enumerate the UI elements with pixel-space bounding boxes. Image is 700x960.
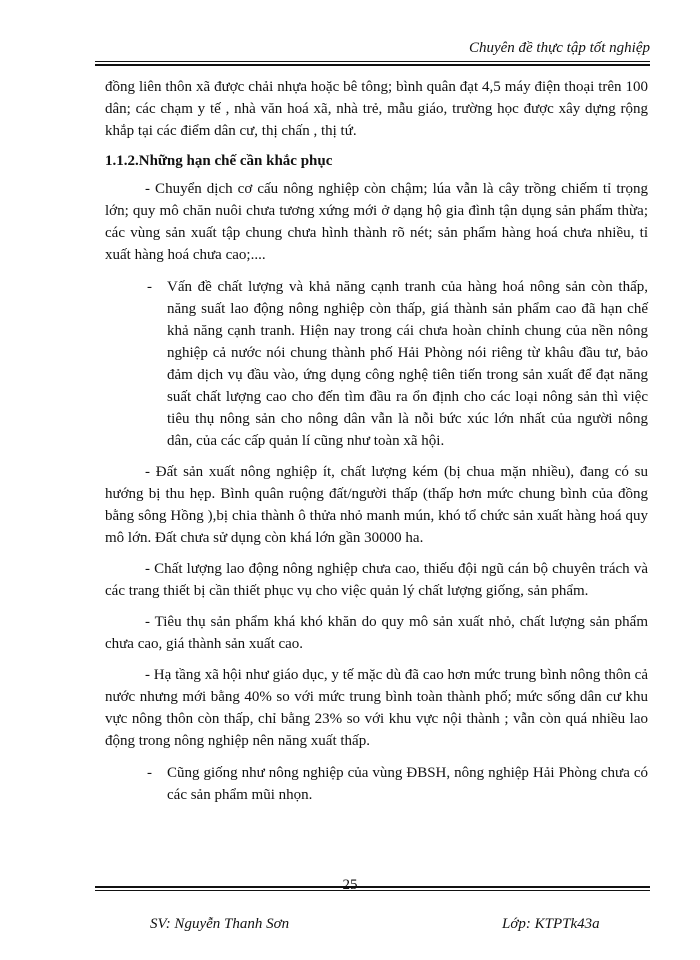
footer-student: SV: Nguyễn Thanh Sơn [150, 916, 290, 932]
intro-paragraph: đồng liên thôn xã được chải nhựa hoặc bê tông; bình quân đạt 4,5 máy điện thoại trên 100 dân; các chạm y tế , nhà văn hoá xã, nhà trẻ, mẫu giáo, trường học được xây dựng rộng khắp tại các điểm dân cư, thị chấn , thị tứ. [105, 79, 648, 139]
paragraph-labor: - Chất lượng lao động nông nghiệp chưa cao, thiếu đội ngũ cán bộ chuyên trách và các trang thiết bị cần thiết phục vụ cho việc quản lý chất lượng giống, sản phẩm. [105, 561, 648, 599]
bullet-mark: - [147, 279, 152, 295]
bullet-mark: - [147, 765, 152, 781]
paragraph-restructuring: - Chuyển dịch cơ cấu nông nghiệp còn chậm; lúa vẫn là cây trồng chiếm tỉ trọng lớn; quy mô chăn nuôi chưa tương xứng mới ở dạng hộ gia đình tận dụng sản phẩm thừa; các vùng sản xuất tập chung chưa hình thành rõ nét; sản phẩm hàng hoá chưa nhiều, tỉ xuất hàng hoá chưa cao;.... [105, 181, 648, 263]
bullet-text: Vấn đề chất lượng và khả năng cạnh tranh của hàng hoá nông sản còn thấp, năng suất lao động nông nghiệp còn thấp, giá thành sản phẩm cao đã hạn chế khả năng cạnh tranh. Hiện nay trong cái chưa hoàn chỉnh chung của nền nông nghiệp cả nước nói chung thành phố Hải Phòng nói riêng từ khâu đầu tư, bảo đảm dịch vụ đầu vào, ứng dụng công nghệ tiên tiến trong sản xuất để đạt năng suất chất lượng cao cho đến tìm đầu ra ổn định cho các loại nông sản thì việc tiêu thụ nông sản cho nông dân vẫn là nỗi bức xúc lớn nhất của người nông dân, của các cấp quản lí cũng như toàn xã hội. [167, 279, 648, 449]
footer-class: Lớp: KTPTk43a [502, 916, 600, 932]
page-header-title: Chuyên đề thực tập tốt nghiệp [468, 40, 650, 56]
paragraph-infrastructure: - Hạ tầng xã hội như giáo dục, y tế mặc dù đã cao hơn mức trung bình nông thôn cả nước nhưng mới bằng 40% so với mức trung bình toàn thành phố; mức sống dân cư khu vực nông thôn còn thấp, chỉ bằng 23% so với khu vực nội thành ; vẫn còn quá nhiều lao động trong nông nghiệp nên năng xuất thấp. [105, 667, 648, 749]
bullet-item-quality [105, 276, 648, 452]
bullet-item-products [105, 762, 648, 806]
header-rule-thick [95, 64, 650, 66]
paragraph-land: - Đất sản xuất nông nghiệp ít, chất lượng kém (bị chua mặn nhiều), đang có su hướng bị thu hẹp. Bình quân ruộng đất/người thấp (thấp hơn mức chung bình của đồng bằng sông Hồng ),bị chia thành ô thửa nhỏ manh mún, khó tổ chức sản xuất hàng hoá quy mô lớn. Đất chưa sử dụng còn khá lớn gần 30000 ha. [105, 464, 648, 546]
paragraph-consumption: - Tiêu thụ sản phẩm khá khó khăn do quy mô sản xuất nhỏ, chất lượng sản phẩm chưa cao, giá thành sản xuất cao. [105, 614, 648, 652]
section-heading: 1.1.2.Những hạn chế cần khắc phục [105, 153, 333, 169]
document-body [105, 76, 648, 806]
bullet-text: Cũng giống như nông nghiệp của vùng ĐBSH, nông nghiệp Hải Phòng chưa có các sản phẩm mũi nhọn. [167, 765, 648, 803]
header-rule [95, 61, 650, 62]
page-number: 25 [342, 877, 358, 893]
